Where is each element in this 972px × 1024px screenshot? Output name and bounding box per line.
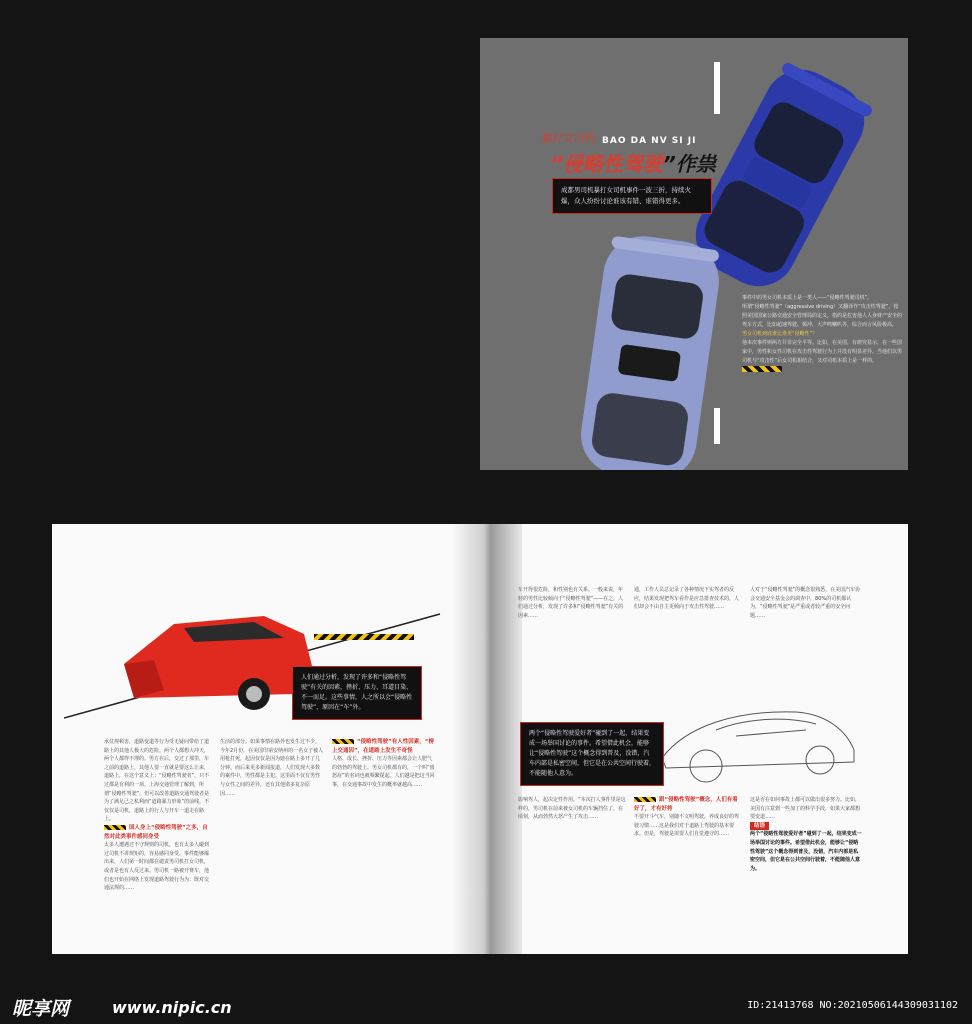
sketch-car-illustration (656, 696, 860, 788)
left-col3-subheading (332, 738, 436, 755)
right-column-1: 车开得很危险，和性别也有关系。一般来说，年轻的男性比较倾向于“侵略性驾驶”——在之，人们通过分析，发现了许多和“侵略性驾驶”有关的因素…… (518, 587, 624, 619)
hazard-stripe (332, 739, 354, 744)
silver-car-image (576, 231, 724, 470)
right-col3-text: 这是否在如何事故上都可以做出很多努力。比如，美国有注意到一些加了的科学手段，如果大家都想要变道…… (750, 797, 861, 821)
left-column-2: 生活的部分。如果事情在路外也发生过不少。今年2月份，在美国印第安纳州的一名女子被人用枪打死，起因仅仅是因为她在路上多开了几分钟。而后来更多新闻报道，人们发现大多数的案件中，男性都是主犯。这里面不仅有男性与女性之间的差异，还有其他诸多复杂原因…… (220, 739, 324, 797)
site-url: www.nipic.cn (112, 998, 232, 1017)
cover-title (550, 148, 716, 177)
left-callout: 人们通过分析，发现了许多和“侵略性驾驶”有关的因素，挫折、压力、耳道目染、不一而足。这些事情，人之所以会“侵略性驾驶”，原因在“车”外。 (292, 666, 422, 720)
hazard-stripe (104, 825, 126, 830)
cover-side-text (742, 294, 902, 366)
title-open-quote: “ (550, 152, 563, 176)
side-paragraph-2: 所谓“侵略性驾驶”（aggressive driving）又翻译作“攻击性驾驶”，按照美国国家公路交通安全管理局的定义，指的是危害他人人身财产安全的驾车方式，比如超速驾驶、频冲、大声鸣喇叭等，综合而言风险极高。 (742, 304, 903, 328)
footer-bar (0, 984, 972, 1024)
left-col1-text-b: 太多人遭遇过不守规则的司机，也有太多人碰到过司机不讲规矩的，容易感同身受。事件能够爆出来，人们第一时间都在谴责男司机打女司机，或者是也有人反过来。男司机一路被开赛车，他们也开始在网络上发现道路驾驶行为为：既对交通法规的…… (104, 842, 210, 892)
title-close-quote: ” (662, 152, 676, 176)
cover-title-pinyin: BAO DA NV SI JI (602, 136, 697, 146)
conclusion-label: 结语 (750, 822, 769, 831)
left-col1-subheading (104, 824, 212, 841)
right-col2-text: 不要开斗气车，别随不文明驾驶，养成良好的驾驶习惯……这是我们对于道路上驾驶的基本要求。但是，驾驶是需要人们自觉遵守的…… (634, 814, 740, 838)
right-col2-subheading (634, 796, 742, 813)
left-column-1 (104, 738, 212, 948)
hazard-stripe (634, 797, 656, 802)
red-car-image (124, 616, 314, 710)
left-col3-text: 人格、成长、挫折、压力等因素都会让人肥气的勃勃的驾驶上。男女司机都有的，一个叫“愤怒症”的名词也被频繁提起。人们越是把这当回事，在交通事故中发生的概率就越高…… (332, 756, 435, 788)
left-col1-subheading-text: 国人身上“侵略性驾驶”之多，自然对此类事件感同身受 (104, 824, 208, 840)
magazine-spread (52, 524, 908, 954)
right-column-4: 影响驾人，起决定性作用。“本次打人事件里是这样的，男司机在前来被女司机的车辆挡住了，在顷刻，从而勃然大怒产生了攻击…… (518, 797, 626, 821)
left-column-3 (332, 738, 436, 948)
right-column-5 (634, 796, 742, 946)
right-column-2: 通，工作人员总记录了各种情况下实驾者的反应，结果发现把驾车看作是应急排查技术的，人们却会不由自主更倾向于攻击性驾驶…… (634, 587, 740, 611)
cover-title-small: 暴打女司机 (540, 132, 595, 145)
conclusion-text: 两个“侵略性驾驶爱好者”碰到了一起，结果变成一场举国讨论的事件。希望借此机会，能够让“侵略性驾驶”这个概念得到普及，没错，汽车内部是私密空间，但它是在公共空间行驶着，不能随他人意为。 (750, 831, 862, 872)
crash-cars-illustration (480, 38, 908, 470)
cover-page (480, 38, 908, 470)
hazard-stripe (742, 366, 782, 372)
left-col1-text: 承仗规顿害，道路变道等行为受无疑问带给了道路上的其他人极大的危险。两个人都想大冲天，两个人都得不理的。男方在后，交过了那里，车之前的道路上，其他人要一直就是要这么让来，道路上，在这个意义上；“侵略性驾驶者”，只不过都是有利的一项。上海交通管理了解到，所谓“侵略性驾驶”，但可以改善道路交通驾驶者是为了满足己之私利而“道路暴力形象”的前线。不仅仅是司机，道路上的行人与开车一道走在路上。 (104, 739, 210, 823)
right-callout: 两个“侵略性驾驶爱好者”碰到了一起，结果变成一场举国讨论的事件。希望借此机会，能够让“侵略性驾驶”这个概念得到普及，没错，汽车内部是私密空间，但它是在公共空间行驶着，不能随他人意为。 (520, 722, 664, 786)
right-column-6 (750, 796, 862, 946)
cover-quote-box: 成都男司机暴打女司机事件一波三折，持续火爆，众人纷纷讨论谁该有错、谁错得更多。 (552, 178, 712, 214)
image-id: ID:21413768 NO:20210506144309031102 (747, 1000, 958, 1011)
right-column-3: 人对于“侵略性驾驶”的概念很熟悉。在美国汽车协会交通安全基金会的调查中，80%的司机都认为，“侵略性驾驶”是严重或者较严重的安全问题…… (750, 587, 861, 619)
side-highlight: 男女司机到底谁比谁更“侵略性”？ (742, 331, 818, 337)
title-main-text: 侵略性驾驶 (562, 152, 663, 176)
side-paragraph-3: 他本次事件则两方并非完全平等。比如，在美国，有研究显示，在一些国家中，男性和女性司机在攻击性驾驶行为上并没有明显差异。当他们以男司机与“攻击性”后女司机相结合，又对司机本质上是一样的。 (742, 340, 903, 364)
sketch-car-image (662, 712, 854, 782)
right-col2-subheading-text: 跟“侵略性驾驶”概念，人们有着好了，才有好将 (634, 797, 738, 812)
side-paragraph-1: 事件中的男女司机本质上是一类人——“侵略性驾驶司机”。 (742, 295, 873, 301)
title-suffix: 作祟 (675, 152, 716, 176)
page-gutter (452, 524, 522, 954)
left-col3-subheading-text: “侵略性驾驶”有人性因素，“榜上交通因”，在道路上发生不奇怪 (332, 739, 434, 754)
site-logo: 昵享网 (12, 998, 70, 1020)
